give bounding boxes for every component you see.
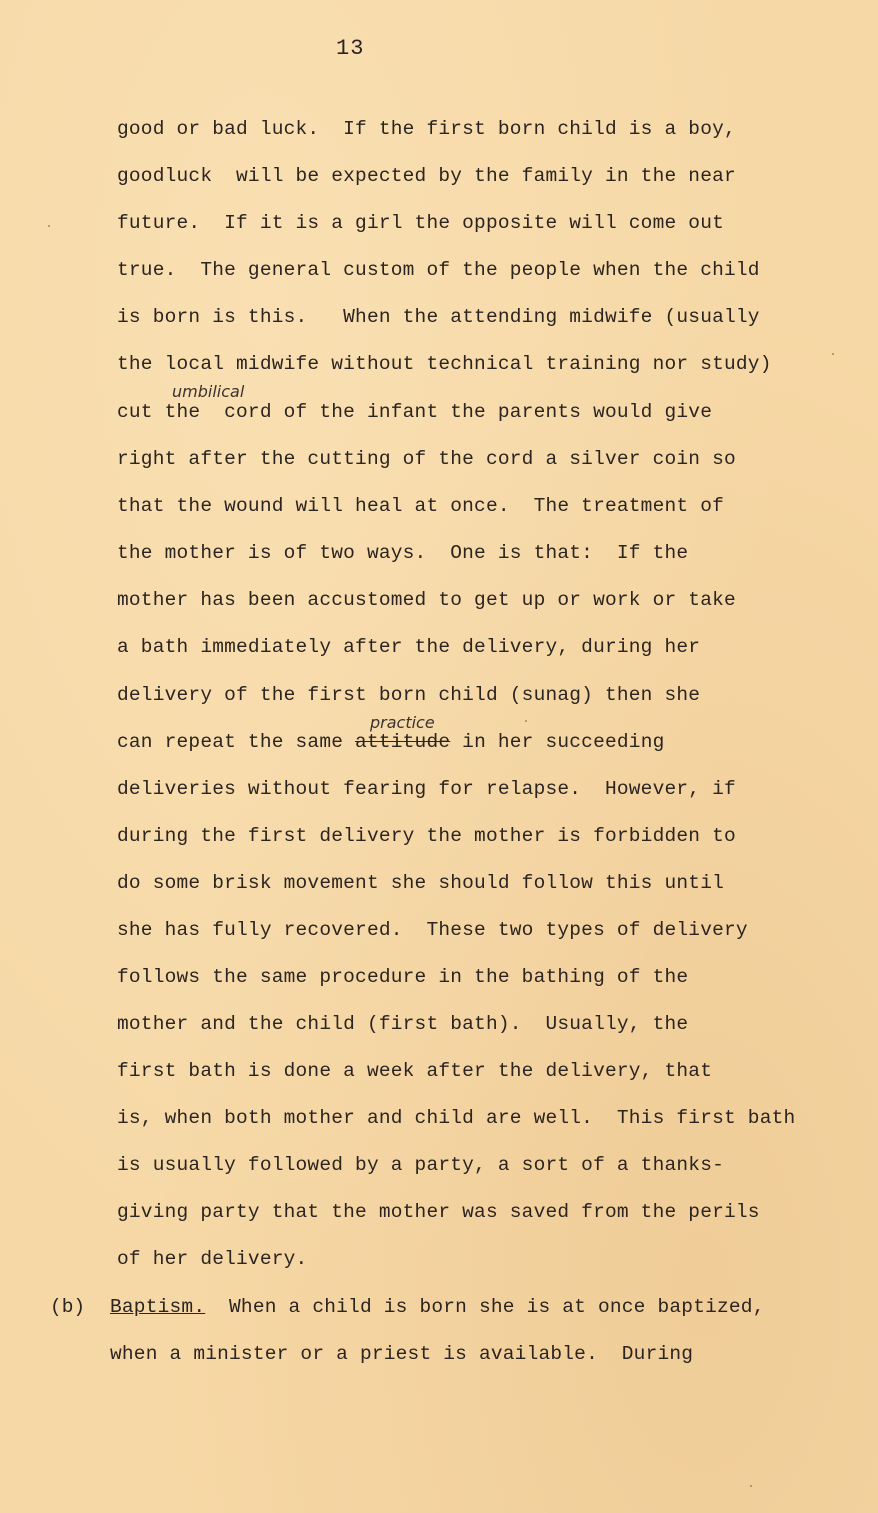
section-heading-baptism: Baptism.: [110, 1296, 206, 1318]
text-line-6: the local midwife without technical training nor study): [117, 353, 772, 375]
text-line-12: a bath immediately after the delivery, during her: [117, 636, 701, 658]
text-line-18: she has fully recovered. These two types of delivery: [117, 919, 748, 941]
paper-speck: [525, 720, 527, 722]
section-b-line-1: [110, 1296, 765, 1318]
text-line-14-start: can repeat the same: [117, 731, 344, 753]
text-line-19: follows the same procedure in the bathing of the: [117, 966, 689, 988]
text-line-10: the mother is of two ways. One is that: If the: [117, 542, 689, 564]
text-line-7: cut the cord of the infant the parents would give: [117, 401, 713, 423]
text-line-25: of her delivery.: [117, 1248, 308, 1270]
section-b-line-1-rest: When a child is born she is at once baptized,: [205, 1296, 765, 1318]
text-line-8: right after the cutting of the cord a silver coin so: [117, 448, 736, 470]
text-line-4: true. The general custom of the people when the child: [117, 259, 760, 281]
paper-speck: [750, 1485, 752, 1487]
text-line-20: mother and the child (first bath). Usually, the: [117, 1013, 689, 1035]
text-line-11: mother has been accustomed to get up or work or take: [117, 589, 736, 611]
text-line-21: first bath is done a week after the delivery, that: [117, 1060, 713, 1082]
text-line-17: do some brisk movement she should follow this until: [117, 872, 724, 894]
text-line-5: is born is this. When the attending midwife (usually: [117, 306, 760, 328]
struck-word: attitude: [355, 731, 451, 753]
text-line-22: is, when both mother and child are well. This first bath: [117, 1107, 796, 1129]
handwritten-annotation-practice: practice: [370, 713, 435, 732]
text-line-23: is usually followed by a party, a sort of a thanks-: [117, 1154, 724, 1176]
paper-speck: [48, 225, 50, 227]
handwritten-annotation-umbilical: umbilical: [172, 382, 245, 401]
section-marker: (b): [50, 1296, 86, 1318]
section-b-line-2: when a minister or a priest is available. During: [110, 1343, 694, 1365]
paper-speck: [832, 353, 834, 355]
text-line-15: deliveries without fearing for relapse. However, if: [117, 778, 736, 800]
text-line-3: future. If it is a girl the opposite will come out: [117, 212, 724, 234]
text-line-14: [117, 731, 665, 753]
text-line-24: giving party that the mother was saved from the perils: [117, 1201, 760, 1223]
text-line-2: goodluck will be expected by the family in the near: [117, 165, 736, 187]
text-line-16: during the first delivery the mother is forbidden to: [117, 825, 736, 847]
text-line-1: good or bad luck. If the first born child is a boy,: [117, 118, 736, 140]
text-line-13: delivery of the first born child (sunag) then she: [117, 684, 701, 706]
text-line-14-end: in her succeeding: [450, 731, 665, 753]
page-number: 13: [336, 36, 365, 61]
text-line-9: that the wound will heal at once. The treatment of: [117, 495, 724, 517]
